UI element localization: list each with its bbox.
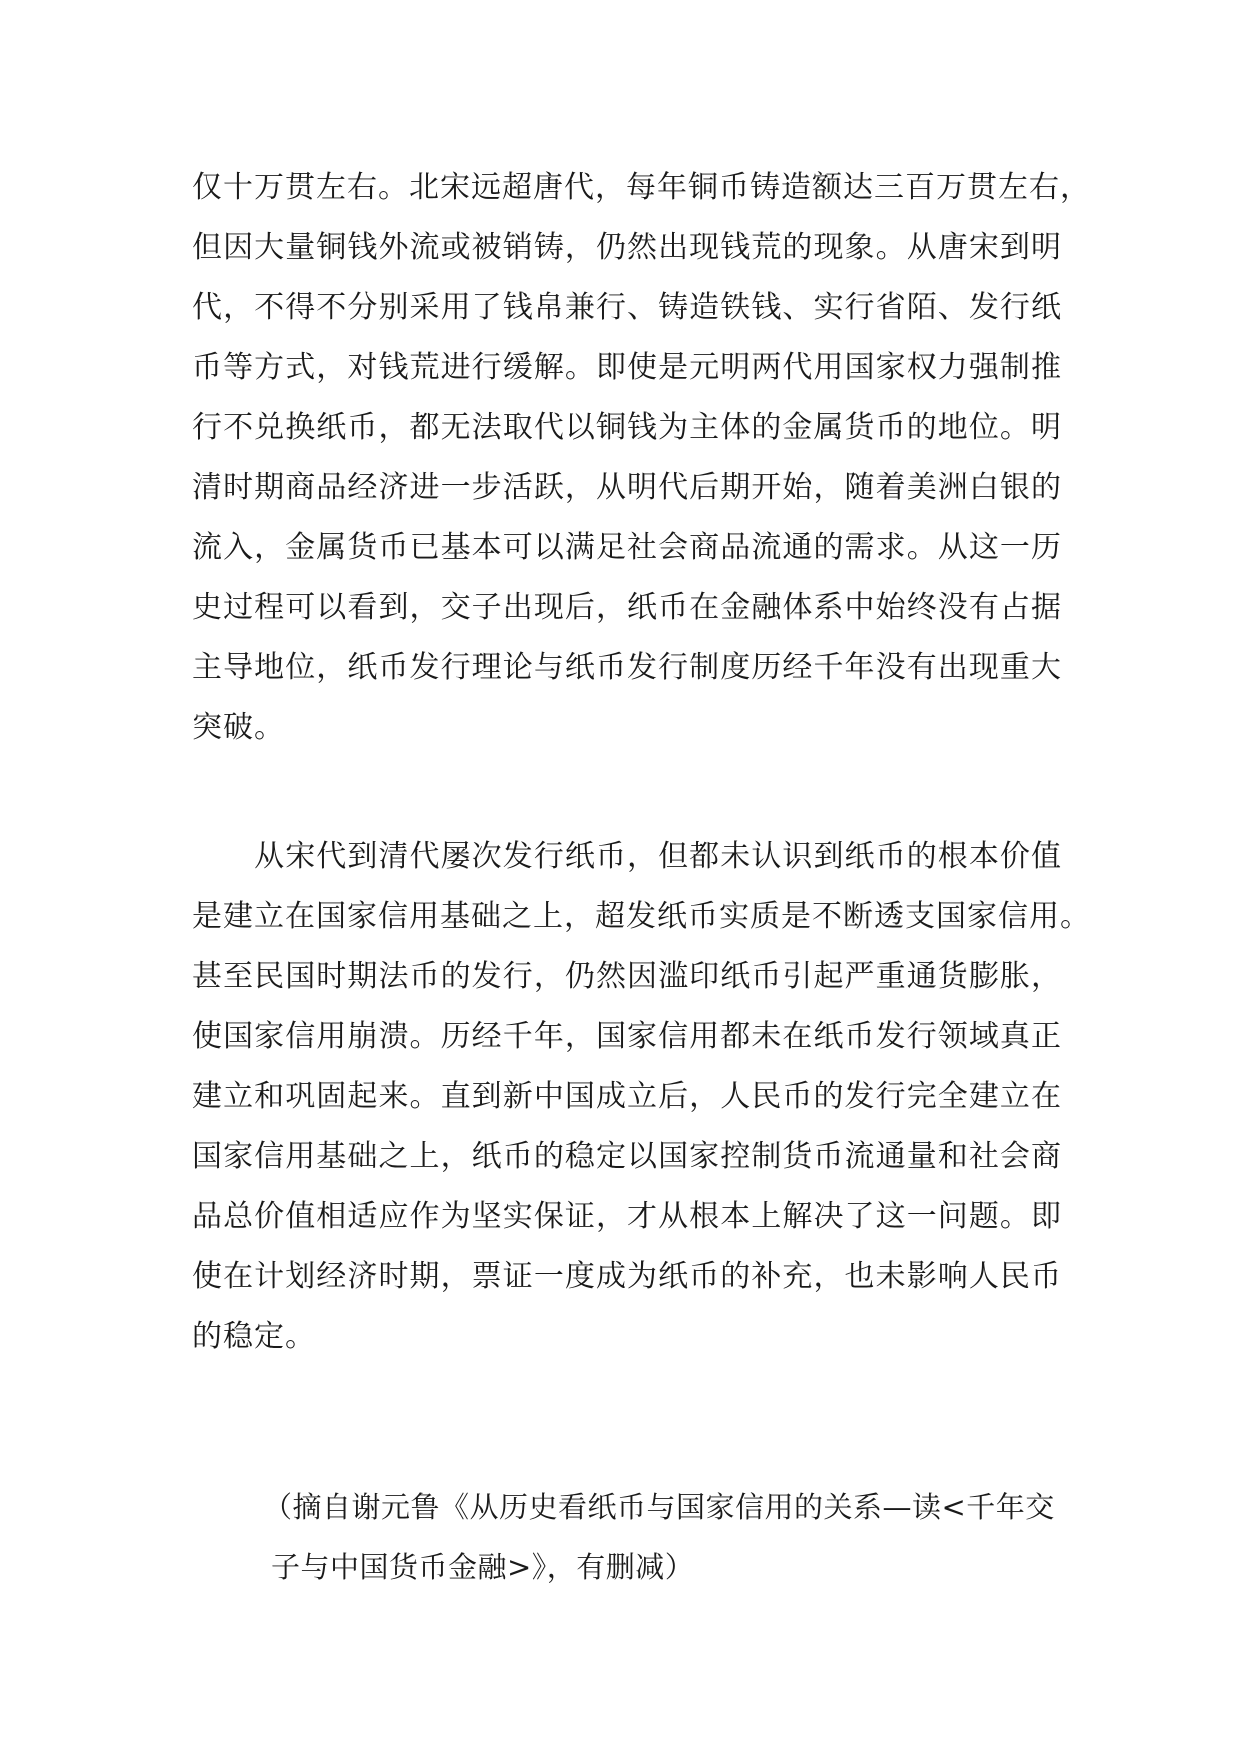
text-line: 币等方式，对钱荒进行缓解。即使是元明两代用国家权力强制推 [192,350,1062,385]
text-line: 行不兑换纸币，都无法取代以铜钱为主体的金属货币的地位。明 [192,410,1062,445]
text-line: 建立和巩固起来。直到新中国成立后，人民币的发行完全建立在 [192,1079,1062,1114]
text-line: 清时期商品经济进一步活跃，从明代后期开始，随着美洲白银的 [192,470,1062,505]
citation-line: 子与中国货币金融>》，有删减） [271,1550,695,1584]
text-line: 主导地位，纸币发行理论与纸币发行制度历经千年没有出现重大 [192,650,1062,685]
text-line: 流入，金属货币已基本可以满足社会商品流通的需求。从这一历 [192,530,1062,565]
text-line: 突破。 [192,710,285,745]
text-line: 仅十万贯左右。北宋远超唐代，每年铜币铸造额达三百万贯左右， [192,170,1091,205]
text-line: 但因大量铜钱外流或被销铸，仍然出现钱荒的现象。从唐宋到明 [192,230,1062,265]
citation-line: （摘自谢元鲁《从历史看纸币与国家信用的关系—读<千年交 [263,1490,1055,1524]
paragraph-2 [192,827,1091,1367]
text-line: 国家信用基础之上，纸币的稳定以国家控制货币流通量和社会商 [192,1139,1062,1174]
text-line: 的稳定。 [192,1319,316,1354]
text-line: 史过程可以看到，交子出现后，纸币在金融体系中始终没有占据 [192,590,1062,625]
text-line: 是建立在国家信用基础之上，超发纸币实质是不断透支国家信用。 [192,899,1091,934]
text-line: 从宋代到清代屡次发行纸币，但都未认识到纸币的根本价值 [192,839,1062,874]
text-line: 甚至民国时期法币的发行，仍然因滥印纸币引起严重通货膨胀， [192,959,1062,994]
text-line: 使国家信用崩溃。历经千年，国家信用都未在纸币发行领域真正 [192,1019,1062,1054]
text-line: 使在计划经济时期，票证一度成为纸币的补充，也未影响人民币 [192,1259,1062,1294]
source-citation [263,1477,1063,1597]
paragraph-1 [192,158,1091,758]
text-line: 代，不得不分别采用了钱帛兼行、铸造铁钱、实行省陌、发行纸 [192,290,1062,325]
text-line: 品总价值相适应作为坚实保证，才从根本上解决了这一问题。即 [192,1199,1062,1234]
